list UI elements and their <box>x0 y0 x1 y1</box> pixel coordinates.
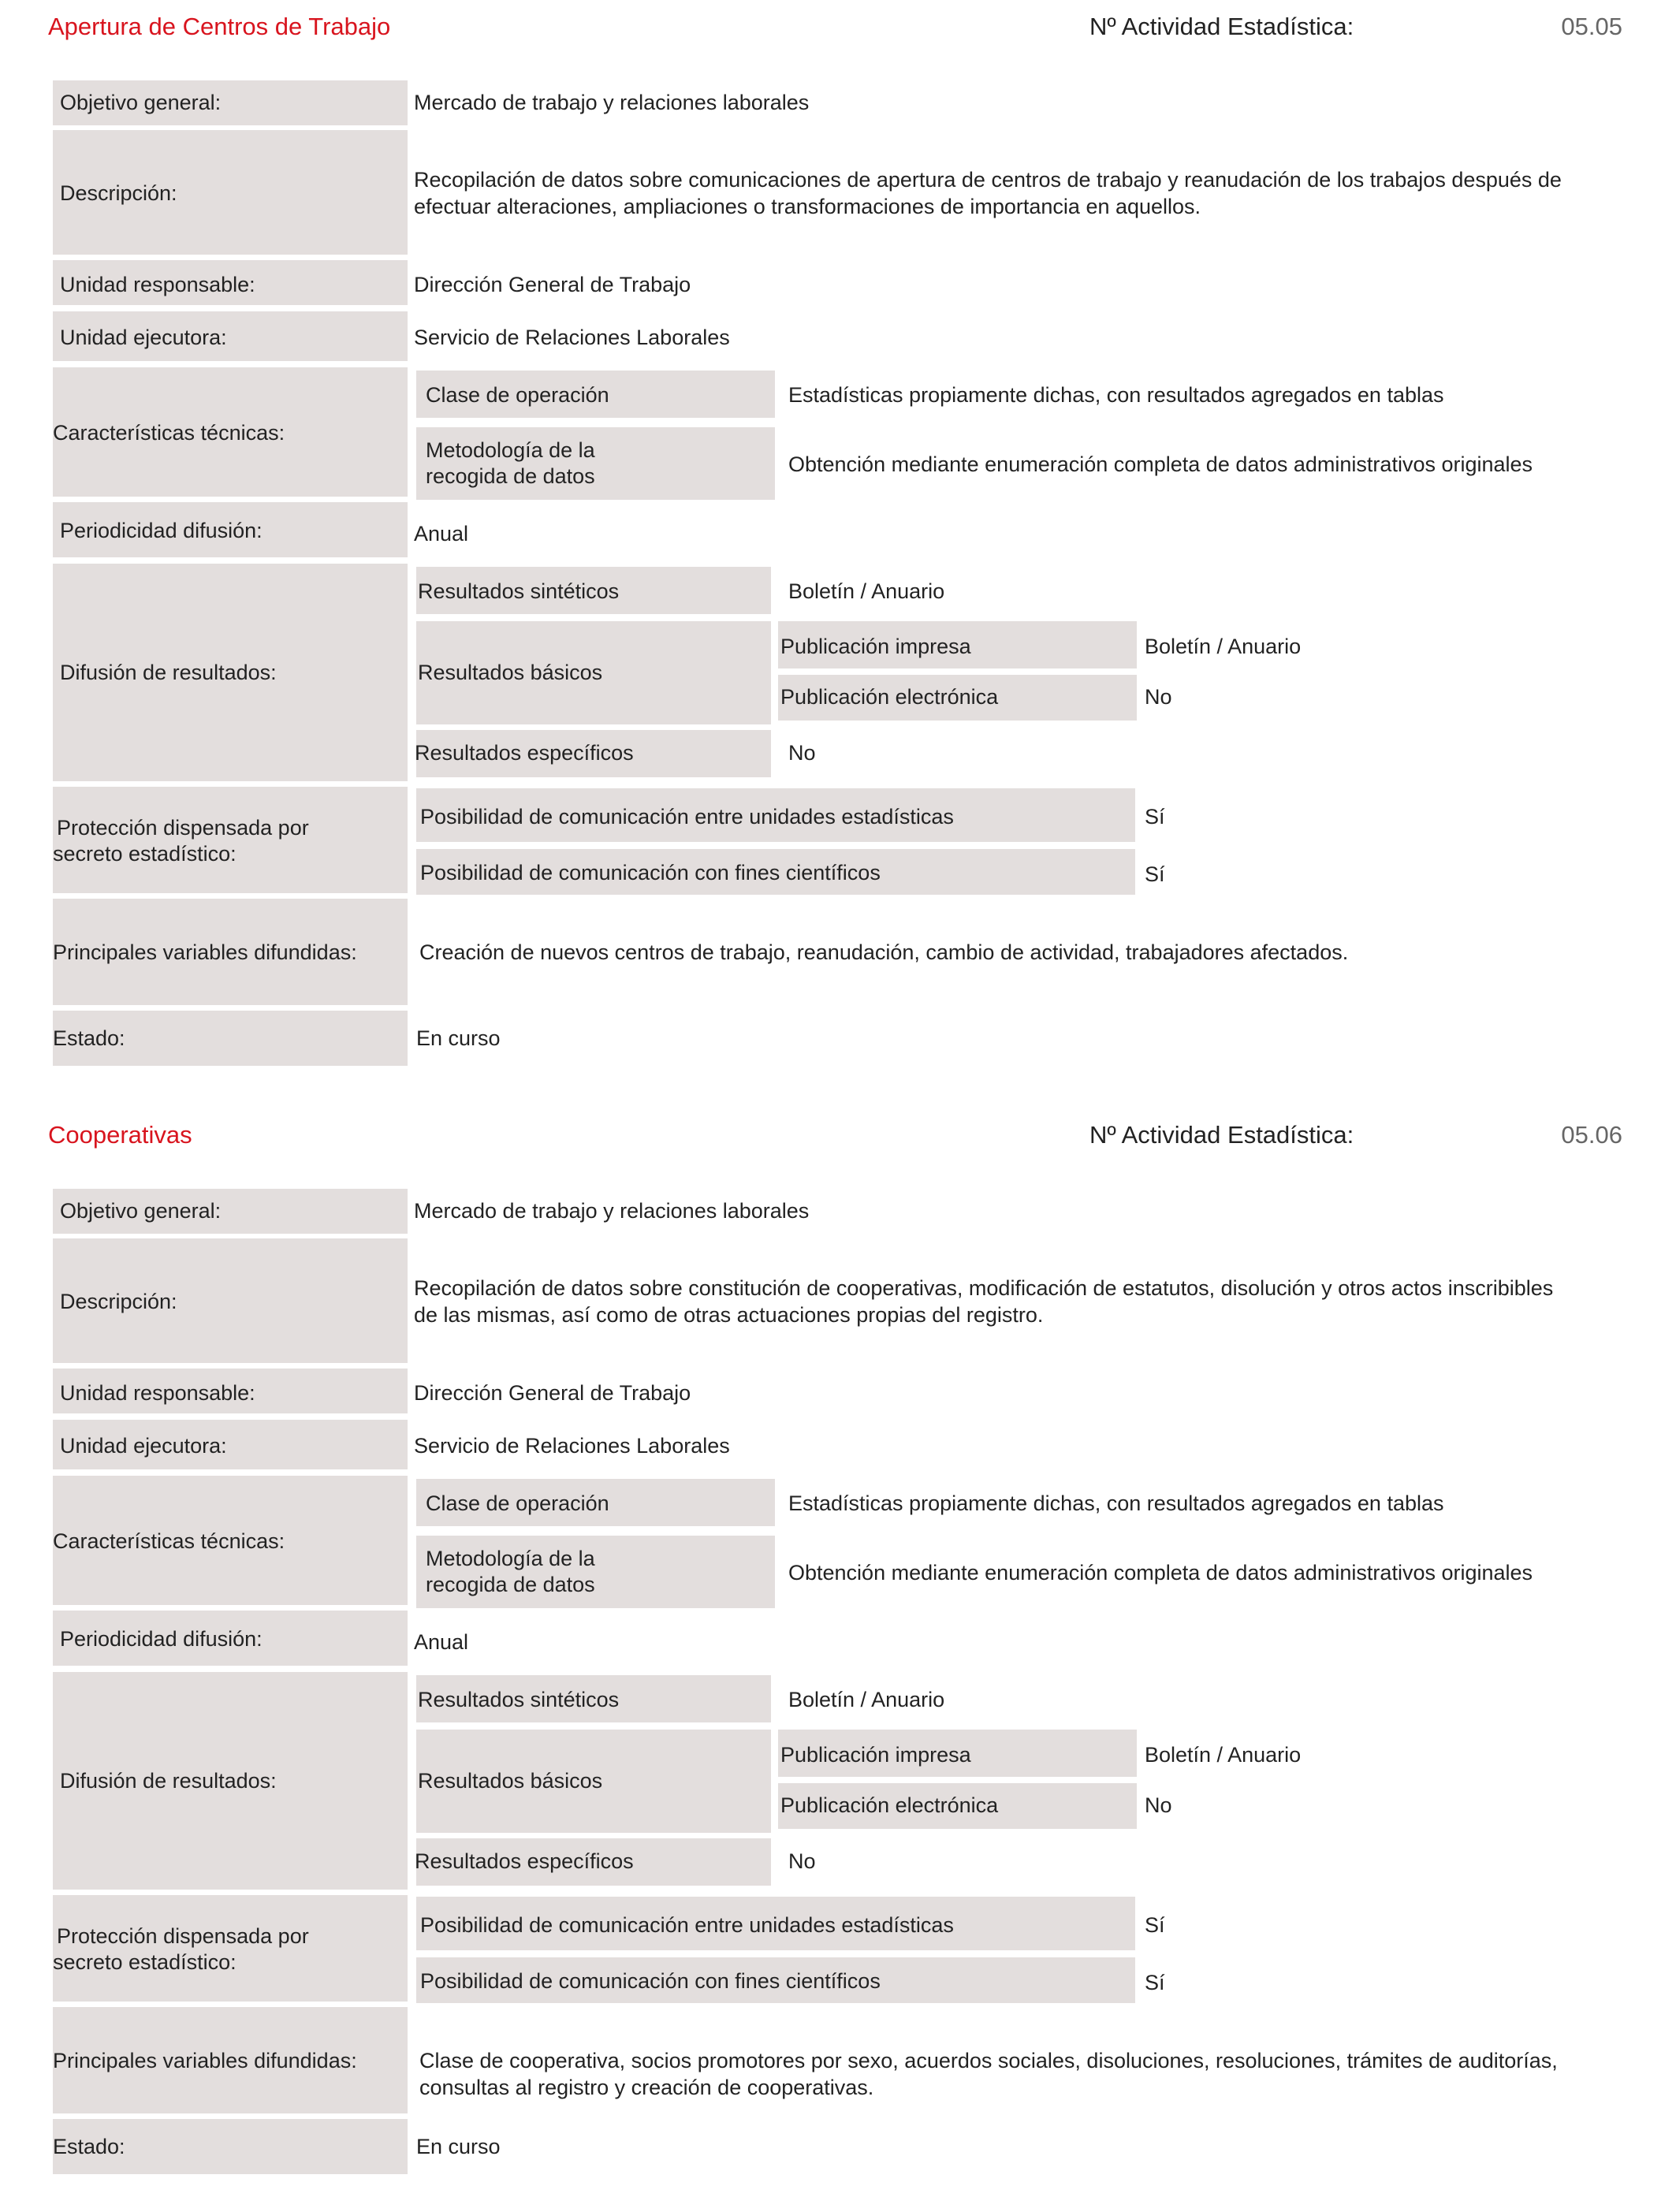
variables-label: Principales variables difundidas: <box>53 940 357 964</box>
printed-publication-value: Boletín / Anuario <box>1145 1743 1302 1767</box>
synthetic-results-value: Boletín / Anuario <box>788 1688 945 1711</box>
objective-label: Objetivo general: <box>60 1199 222 1223</box>
responsible-unit-value: Dirección General de Trabajo <box>414 1381 691 1405</box>
comm-units-value: Sí <box>1145 805 1165 829</box>
dissemination-label: Difusión de resultados: <box>60 1769 277 1793</box>
variables-line-1: Creación de nuevos centros de trabajo, reanudación, cambio de actividad, trabajadores afectados. <box>419 940 1349 964</box>
printed-publication-label: Publicación impresa <box>780 1743 971 1767</box>
operation-class-label: Clase de operación <box>426 1491 609 1515</box>
periodicity-value: Anual <box>414 1630 469 1654</box>
activity-title: Cooperativas <box>48 1121 192 1149</box>
activity-number-label: Nº Actividad Estadística: <box>1089 1121 1354 1149</box>
protection-label-line-1: Protección dispensada por <box>57 1924 309 1948</box>
description-line-2: de las mismas, así como de otras actuaciones propias del registro. <box>414 1303 1044 1327</box>
electronic-publication-value: No <box>1145 685 1172 709</box>
printed-publication-value: Boletín / Anuario <box>1145 635 1302 658</box>
technical-label: Características técnicas: <box>53 1529 285 1553</box>
statistical-activity-section <box>0 1108 1676 2212</box>
executing-unit-value: Servicio de Relaciones Laborales <box>414 326 730 349</box>
activity-title: Apertura de Centros de Trabajo <box>48 13 391 40</box>
responsible-unit-label: Unidad responsable: <box>60 273 255 296</box>
specific-results-value: No <box>788 741 816 765</box>
activity-number: 05.06 <box>1561 1121 1622 1149</box>
comm-units-label: Posibilidad de comunicación entre unidades estadísticas <box>420 805 954 829</box>
description-line-2: efectuar alteraciones, ampliaciones o transformaciones de importancia en aquellos. <box>414 195 1201 218</box>
periodicity-value: Anual <box>414 522 469 546</box>
dissemination-label: Difusión de resultados: <box>60 661 277 684</box>
methodology-label-line-1: Metodología de la <box>426 438 595 462</box>
methodology-value: Obtención mediante enumeración completa de datos administrativos originales <box>788 1561 1533 1585</box>
operation-class-value: Estadísticas propiamente dichas, con resultados agregados en tablas <box>788 383 1444 407</box>
specific-results-label: Resultados específicos <box>415 1849 634 1873</box>
comm-science-value: Sí <box>1145 1971 1165 1994</box>
electronic-publication-label: Publicación electrónica <box>780 685 999 709</box>
description-label: Descripción: <box>60 1290 177 1313</box>
synthetic-results-label: Resultados sintéticos <box>418 579 620 603</box>
synthetic-results-value: Boletín / Anuario <box>788 579 945 603</box>
basic-results-label: Resultados básicos <box>418 1769 603 1793</box>
description-label: Descripción: <box>60 181 177 205</box>
basic-results-label: Resultados básicos <box>418 661 603 684</box>
specific-results-value: No <box>788 1849 816 1873</box>
executing-unit-label: Unidad ejecutora: <box>60 326 227 349</box>
statistical-activity-section <box>0 0 1676 1104</box>
responsible-unit-value: Dirección General de Trabajo <box>414 273 691 296</box>
activity-number: 05.05 <box>1561 13 1622 40</box>
objective-label: Objetivo general: <box>60 91 222 114</box>
status-label: Estado: <box>53 2135 125 2158</box>
comm-science-label: Posibilidad de comunicación con fines científicos <box>420 1969 881 1993</box>
variables-line-2: consultas al registro y creación de cooperativas. <box>419 2076 874 2099</box>
status-value: En curso <box>416 2135 501 2158</box>
executing-unit-value: Servicio de Relaciones Laborales <box>414 1434 730 1458</box>
responsible-unit-label: Unidad responsable: <box>60 1381 255 1405</box>
operation-class-label: Clase de operación <box>426 383 609 407</box>
methodology-label-line-2: recogida de datos <box>426 464 595 488</box>
protection-label-line-2: secreto estadístico: <box>53 842 237 866</box>
protection-label-line-2: secreto estadístico: <box>53 1950 237 1974</box>
protection-label-line-1: Protección dispensada por <box>57 816 309 840</box>
comm-units-value: Sí <box>1145 1913 1165 1937</box>
variables-line-1: Clase de cooperativa, socios promotores por sexo, acuerdos sociales, disoluciones, resoluciones, trámites de auditorías, <box>419 2049 1558 2072</box>
comm-science-label: Posibilidad de comunicación con fines científicos <box>420 861 881 884</box>
objective-value: Mercado de trabajo y relaciones laborales <box>414 91 810 114</box>
status-label: Estado: <box>53 1026 125 1050</box>
electronic-publication-value: No <box>1145 1793 1172 1817</box>
activity-number-label: Nº Actividad Estadística: <box>1089 13 1354 40</box>
methodology-value: Obtención mediante enumeración completa de datos administrativos originales <box>788 452 1533 476</box>
electronic-publication-label: Publicación electrónica <box>780 1793 999 1817</box>
status-value: En curso <box>416 1026 501 1050</box>
methodology-label-line-1: Metodología de la <box>426 1547 595 1570</box>
description-line-1: Recopilación de datos sobre constitución de cooperativas, modificación de estatutos, disolución y otros actos inscribibles <box>414 1276 1554 1300</box>
variables-label: Principales variables difundidas: <box>53 2049 357 2072</box>
objective-value: Mercado de trabajo y relaciones laborales <box>414 1199 810 1223</box>
comm-science-value: Sí <box>1145 862 1165 886</box>
description-line-1: Recopilación de datos sobre comunicaciones de apertura de centros de trabajo y reanudación de los trabajos después de <box>414 168 1562 192</box>
technical-label: Características técnicas: <box>53 421 285 445</box>
periodicity-label: Periodicidad difusión: <box>60 519 263 542</box>
printed-publication-label: Publicación impresa <box>780 635 971 658</box>
periodicity-label: Periodicidad difusión: <box>60 1627 263 1651</box>
comm-units-label: Posibilidad de comunicación entre unidades estadísticas <box>420 1913 954 1937</box>
executing-unit-label: Unidad ejecutora: <box>60 1434 227 1458</box>
specific-results-label: Resultados específicos <box>415 741 634 765</box>
operation-class-value: Estadísticas propiamente dichas, con resultados agregados en tablas <box>788 1491 1444 1515</box>
methodology-label-line-2: recogida de datos <box>426 1573 595 1596</box>
synthetic-results-label: Resultados sintéticos <box>418 1688 620 1711</box>
